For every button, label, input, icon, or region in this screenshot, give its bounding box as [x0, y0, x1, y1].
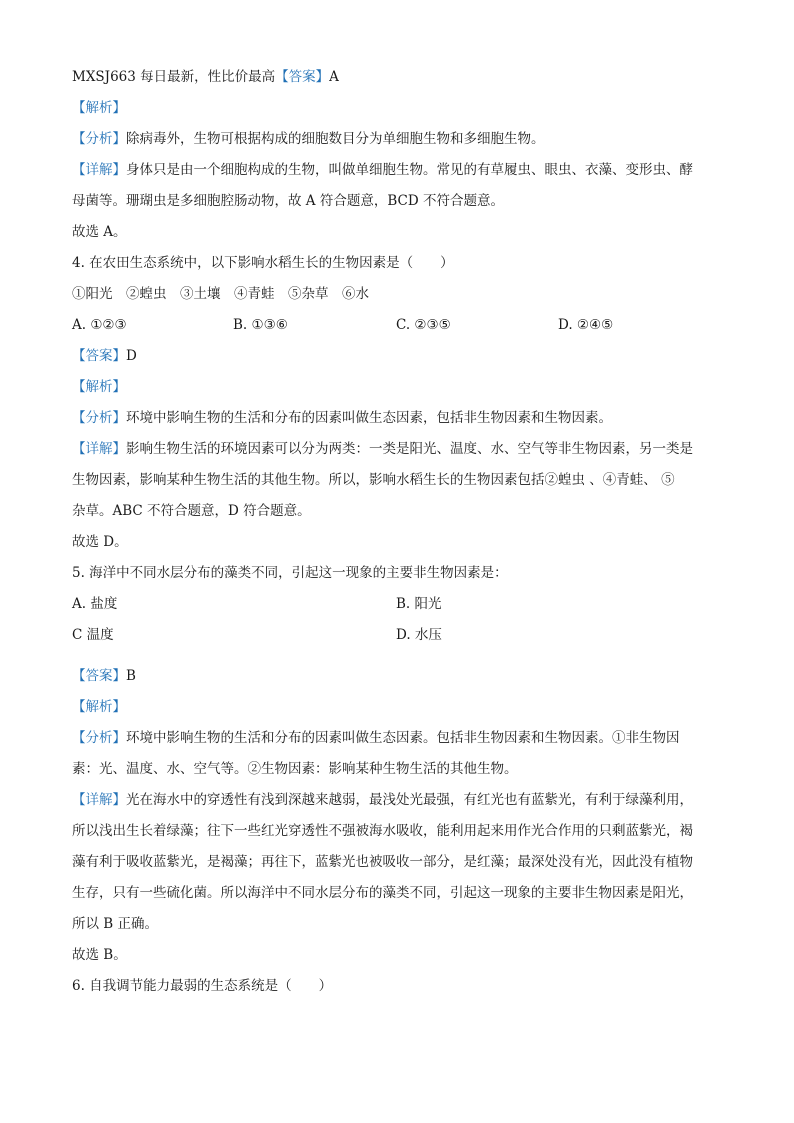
- fenxi-line: [72, 723, 722, 754]
- option-c: C. ②③⑤: [396, 317, 451, 333]
- answer-value: A: [329, 69, 339, 85]
- answer-tag: 【答案】: [275, 69, 330, 85]
- answer-tag: 【答案】: [72, 348, 126, 364]
- answer-value: B: [126, 668, 136, 684]
- fenxi-tag: 【分析】: [72, 410, 126, 426]
- header-prefix: MXSJ663 每日最新，性比价最高: [72, 69, 276, 85]
- option-d: D. 水压: [396, 627, 442, 643]
- conclusion-line: 故选 B。: [72, 947, 127, 963]
- answer-line: [72, 661, 722, 692]
- question-stem: 5. 海洋中不同水层分布的藻类不同，引起这一现象的主要非生物因素是：: [72, 565, 508, 581]
- xiangjie-line: 杂草。ABC 不符合题意，D 符合题意。: [72, 503, 311, 519]
- option-c: C 温度: [72, 627, 114, 643]
- fenxi-line: [72, 403, 722, 434]
- question-items: ①阳光 ②蝗虫 ③土壤 ④青蛙 ⑤杂草 ⑥水: [72, 286, 369, 302]
- fenxi-text: 环境中影响生物的生活和分布的因素叫做生态因素，包括非生物因素和生物因素。: [126, 410, 612, 426]
- xiangjie-line: 母菌等。珊瑚虫是多细胞腔肠动物，故 A 符合题意，BCD 不符合题意。: [72, 193, 504, 209]
- option-b: B. ①③⑥: [233, 317, 288, 333]
- conclusion-line: 故选 D。: [72, 534, 128, 550]
- xiangjie-line: 生物因素，影响某种生物生活的其他生物。所以，影响水稻生长的生物因素包括②蝗虫 、④青蛙、 ⑤: [72, 472, 675, 488]
- options-row: [72, 310, 722, 341]
- spacer: [72, 651, 722, 661]
- conclusion-line: 故选 A。: [72, 224, 127, 240]
- document-page: [72, 62, 722, 1002]
- xiangjie-line: 所以 B 正确。: [72, 916, 159, 932]
- fenxi-tag: 【分析】: [72, 730, 126, 746]
- options-row: [72, 589, 722, 620]
- xiangjie-tag: 【详解】: [72, 792, 126, 808]
- fenxi-text: 除病毒外，生物可根据构成的细胞数目分为单细胞生物和多细胞生物。: [126, 131, 545, 147]
- question-stem: 6. 自我调节能力最弱的生态系统是（ ）: [72, 978, 333, 994]
- xiangjie-tag: 【详解】: [72, 441, 126, 457]
- xiangjie-line: [72, 785, 722, 816]
- question-stem: 4. 在农田生态系统中，以下影响水稻生长的生物因素是（ ）: [72, 255, 454, 271]
- xiangjie-line: 生存，只有一些硫化菌。所以海洋中不同水层分布的藻类不同，引起这一现象的主要非生物因素是阳光，: [72, 885, 693, 901]
- fenxi-line: [72, 124, 722, 155]
- xiangjie-text: 影响生物生活的环境因素可以分为两类：一类是阳光、温度、水、空气等非生物因素，另一类是: [126, 441, 693, 457]
- analysis-heading: 【解析】: [72, 100, 126, 116]
- xiangjie-text: 光在海水中的穿透性有浅到深越来越弱，最浅处光最强，有红光也有蓝紫光，有利于绿藻利用，: [126, 792, 693, 808]
- analysis-heading: 【解析】: [72, 699, 126, 715]
- option-d: D. ②④⑤: [558, 317, 614, 333]
- xiangjie-tag: 【详解】: [72, 162, 126, 178]
- xiangjie-line: 所以浅出生长着绿藻；往下一些红光穿透性不强被海水吸收，能利用起来用作光合作用的只剩蓝紫光，褐: [72, 823, 693, 839]
- xiangjie-line: [72, 434, 722, 465]
- fenxi-tag: 【分析】: [72, 131, 126, 147]
- analysis-heading: 【解析】: [72, 379, 126, 395]
- fenxi-text: 环境中影响生物的生活和分布的因素叫做生态因素。包括非生物因素和生物因素。①非生物因: [126, 730, 680, 746]
- answer-line: [72, 341, 722, 372]
- option-b: B. 阳光: [396, 596, 442, 612]
- header-answer-line: [72, 62, 722, 93]
- xiangjie-line: [72, 155, 722, 186]
- option-a: A. ①②③: [72, 317, 127, 333]
- answer-value: D: [126, 348, 137, 364]
- xiangjie-text: 身体只是由一个细胞构成的生物，叫做单细胞生物。常见的有草履虫、眼虫、衣藻、变形虫、酵: [126, 162, 693, 178]
- answer-tag: 【答案】: [72, 668, 126, 684]
- options-row: [72, 620, 722, 651]
- xiangjie-line: 藻有利于吸收蓝紫光，是褐藻；再往下，蓝紫光也被吸收一部分，是红藻；最深处没有光，因此没有植物: [72, 854, 693, 870]
- fenxi-line: 素：光、温度、水、空气等。②生物因素：影响某种生物生活的其他生物。: [72, 761, 518, 777]
- option-a: A. 盐度: [72, 596, 118, 612]
